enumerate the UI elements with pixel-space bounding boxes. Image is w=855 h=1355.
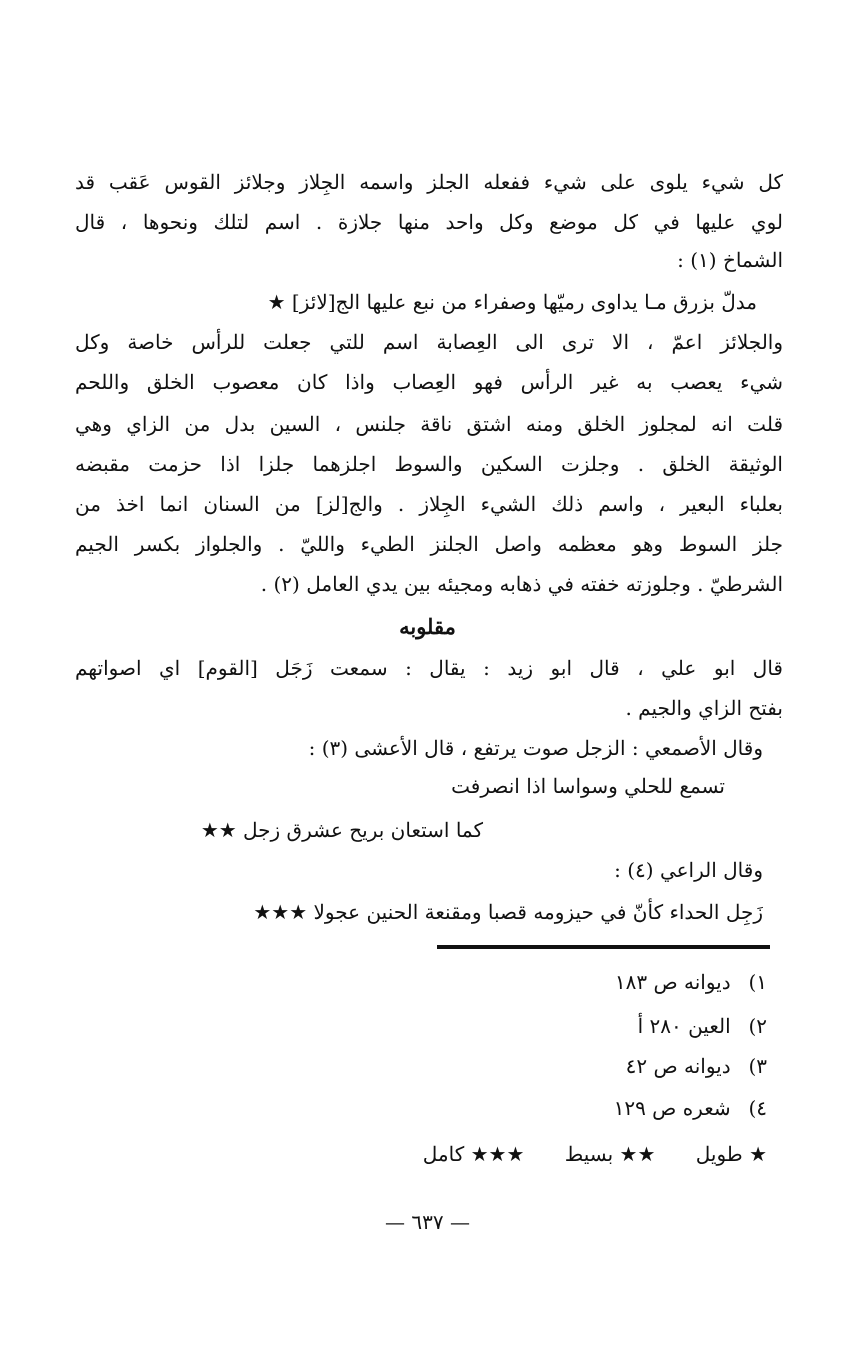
footnote-number: ٢) [748,1014,767,1038]
paragraph2-line4: الوثيقة الخلق . وجلزت السكين والسوط اجلزهما جلزا اذا حزمت مقبضه [75,452,783,476]
paragraph2-line1: والجلائز اعمّ ، الا ترى الى العِصابة اسم للتي جعلت للرأس خاصة وكل [75,330,783,354]
footnote-text: العين ٢٨٠ أ [637,1014,731,1038]
paragraph2-line3: قلت انه لمجلوز الخلق ومنه اشتق ناقة جلنس ، السين بدل من الزاي وهي [75,412,783,436]
paragraph3-line1: قال ابو علي ، قال ابو زيد : يقال : سمعت زَجَل [القوم] اي اصواتهم [75,656,783,680]
footnote-text: شعره ص ١٢٩ [613,1096,731,1120]
footnote-4 [614,1094,767,1122]
raai-intro: وقال الراعي (٤) : [614,858,763,882]
footnote-text: ديوانه ص ٤٢ [625,1054,731,1078]
paragraph1-line1: كل شيء يلوى على شيء ففعله الجلز واسمه الجِلاز وجلائز القوس عَقب قد [75,170,783,194]
paragraph2-line5: بعلباء البعير ، واسم ذلك الشيء الجِلاز . والج[لز] من السنان انما اخذ من [75,492,783,516]
legend-taweel: ★ طويل [695,1142,767,1166]
meter-legend [389,1140,767,1168]
legend-baseet: ★★ بسيط [564,1142,656,1166]
paragraph3-line2: بفتح الزاي والجيم . [625,696,783,720]
footnote-number: ٤) [748,1096,767,1120]
footnote-2 [638,1012,767,1040]
verse-aasha-second-half: كما استعان بريح عشرق زجل ★★ [200,818,483,842]
footnote-separator [437,945,770,949]
footnote-number: ١) [748,970,767,994]
verse-raai: زَجِل الحداء كأنّ في حيزومه قصبا ومقنعة الحنين عجولا ★★★ [253,900,763,924]
paragraph2-line6: جلز السوط وهو معظمه واصل الجلنز الطيء والليّ . والجلواز بكسر الجيم [75,532,783,556]
asmai-intro: وقال الأصمعي : الزجل صوت يرتفع ، قال الأعشى (٣) : [308,736,763,760]
footnote-3 [626,1052,767,1080]
footnote-text: ديوانه ص ١٨٣ [614,970,731,994]
section-heading: مقلوبه [399,614,456,639]
paragraph1-line3: الشماخ (١) : [677,248,783,272]
verse-aasha-first-half: تسمع للحلي وسواسا اذا انصرفت [451,774,725,798]
paragraph1-line2: لوي عليها في كل موضع وكل واحد منها جلازة . اسم لتلك ونحوها ، قال [75,210,783,234]
paragraph2-line7: الشرطيّ . وجلوزته خفته في ذهابه ومجيئه بين يدي العامل (٢) . [260,572,783,596]
footnote-number: ٣) [748,1054,767,1078]
footnote-1 [615,968,767,996]
legend-kamil: ★★★ كامل [422,1142,525,1166]
paragraph2-line2: شيء يعصب به غير الرأس فهو العِصاب واذا كان معصوب الخلق واللحم [75,370,783,394]
page-number: — ٦٣٧ — [385,1210,470,1234]
verse-shammakh: مدلّ بزرق مـا يداوى رميّها وصفراء من نبع عليها الج[لائز] ★ [267,290,757,314]
